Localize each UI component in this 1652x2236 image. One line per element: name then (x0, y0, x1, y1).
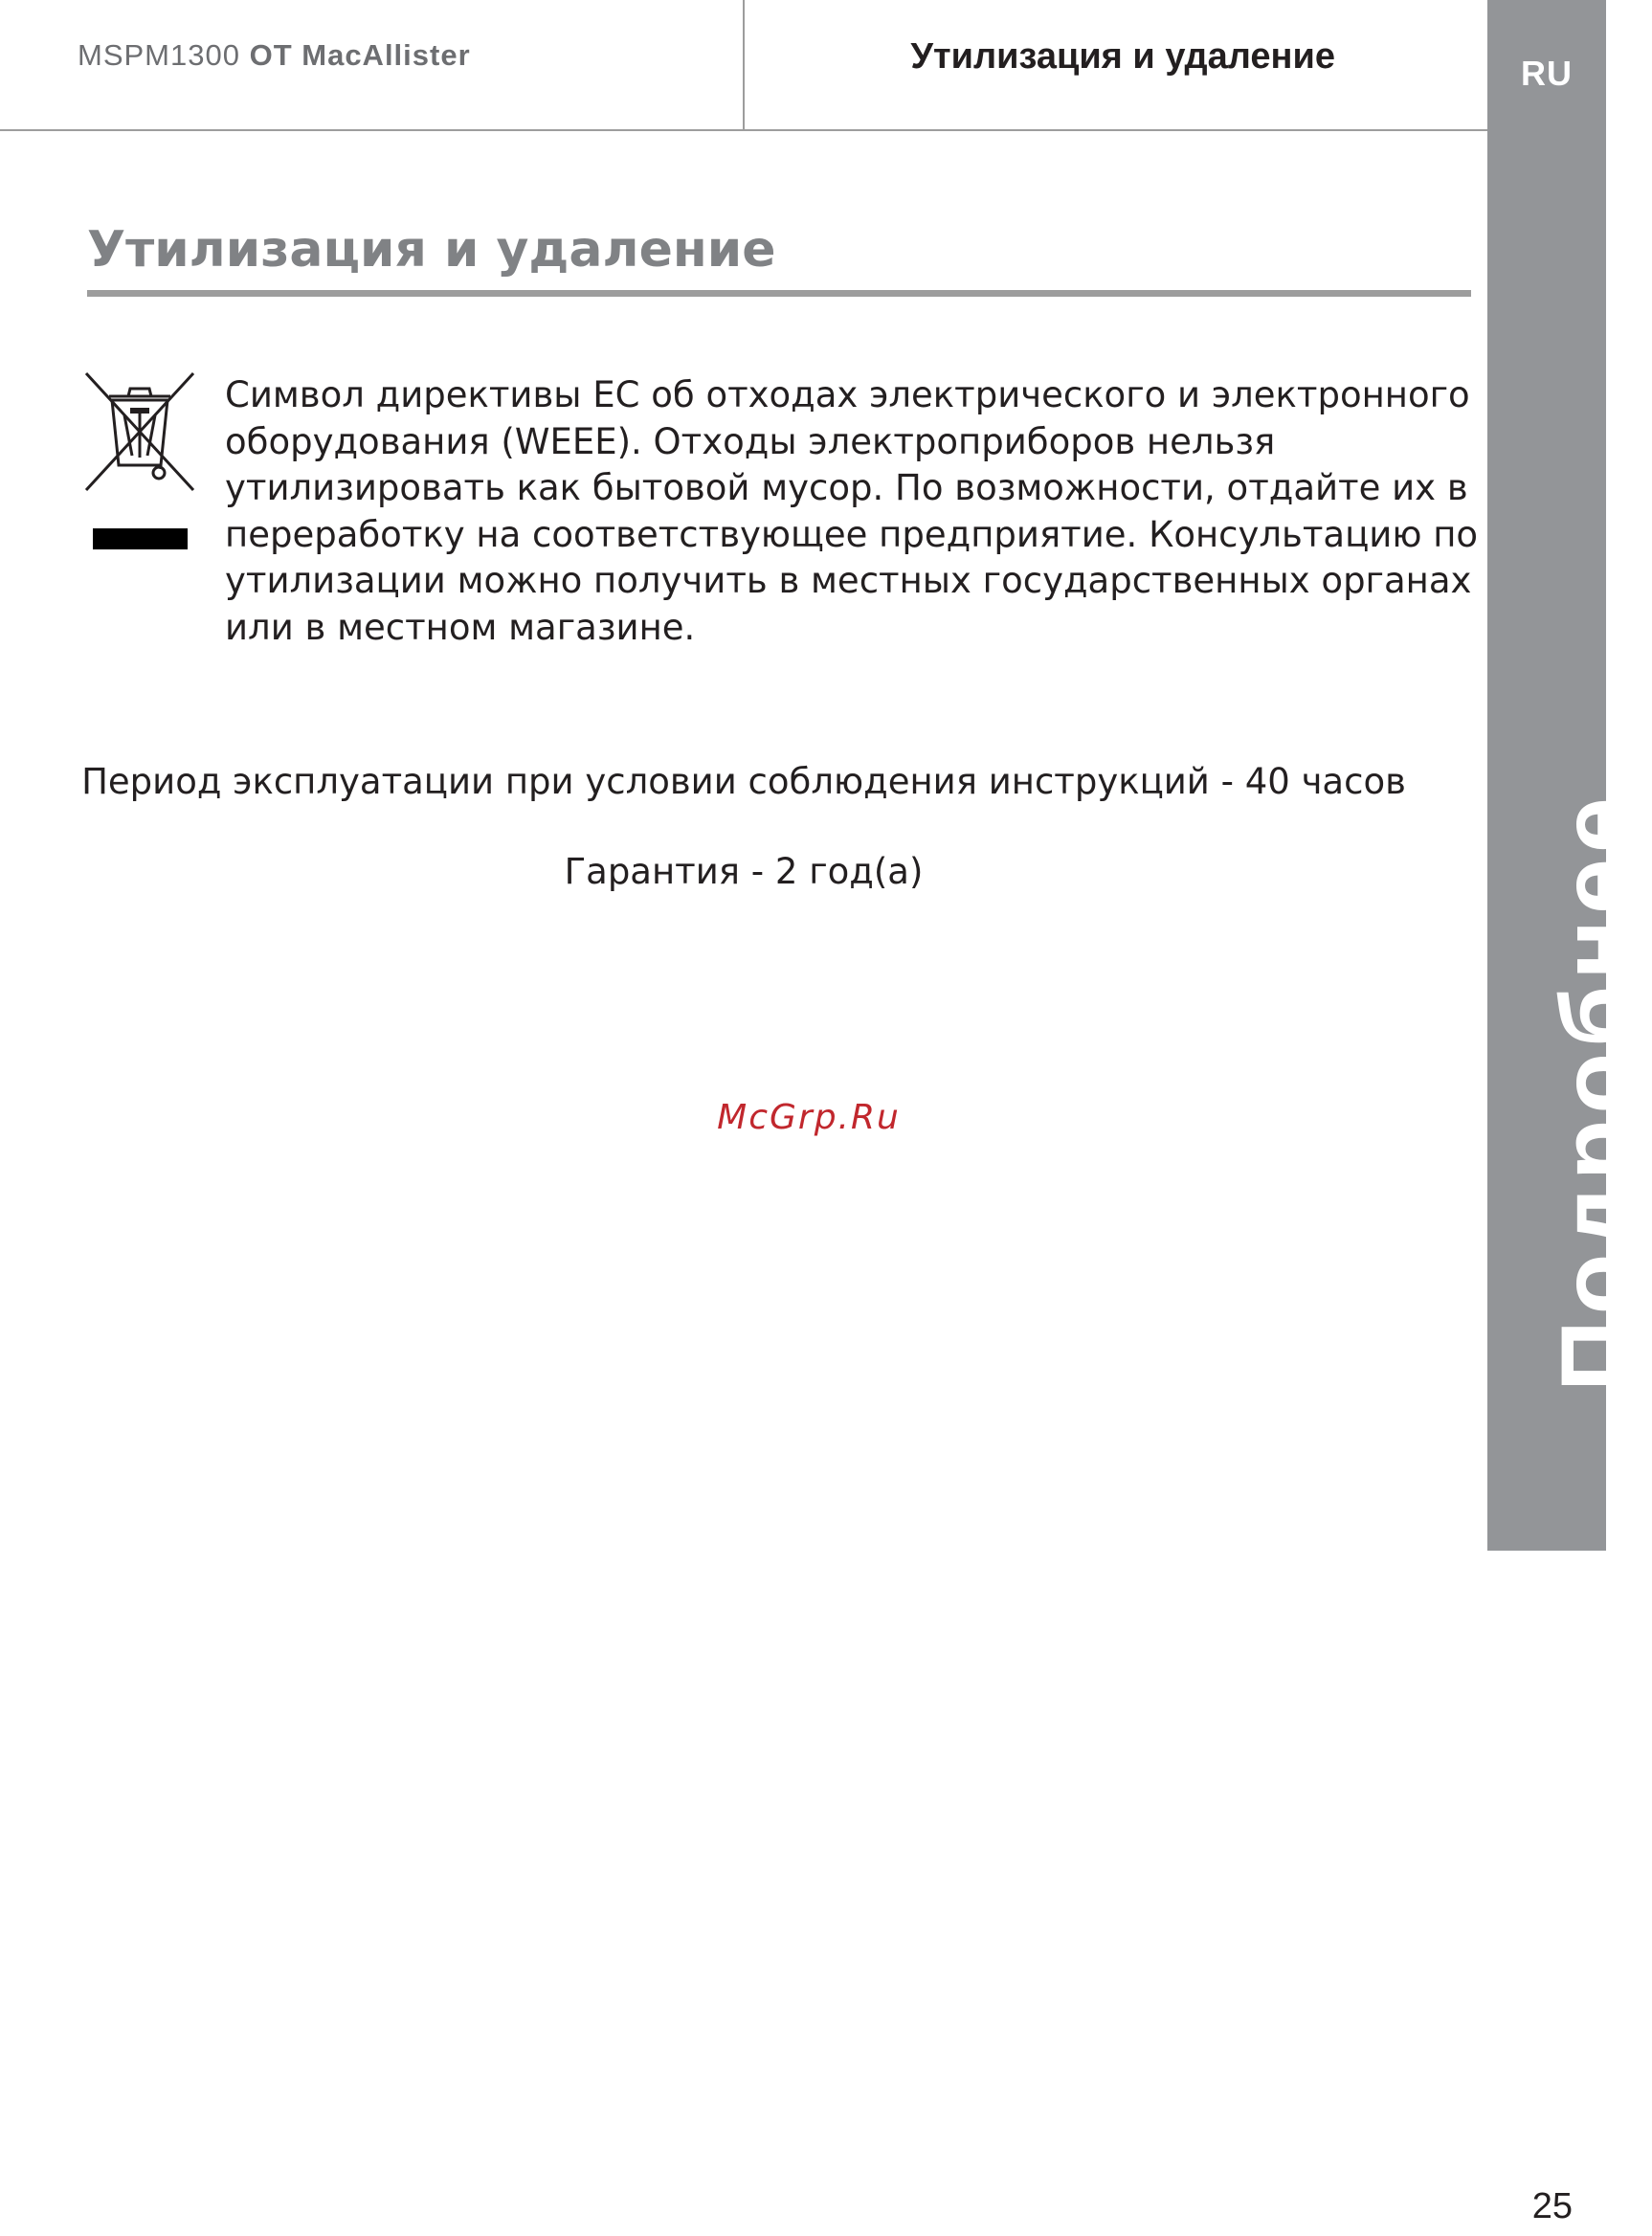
watermark: McGrp.Ru (717, 1098, 901, 1137)
header-divider (743, 0, 745, 131)
page-number: 25 (1531, 2186, 1573, 2226)
weee-date-bar (93, 528, 188, 549)
language-label: RU (1521, 54, 1573, 93)
header-section-title: Утилизация и удаление (910, 36, 1335, 77)
weee-description: Символ директивы ЕС об отходах электрического и электронного оборудования (WEEE). Отходы электроприборов нельзя утилизировать как бытовой мусор. По возможности, отдайте их в переработку на соответствующее предприятие. Консультацию по утилизации можно получить в местных государственных органах или в местном магазине. (225, 374, 1479, 648)
product-model: MSPM1300 (78, 38, 240, 72)
more-label: Подробнее... (1541, 691, 1652, 1392)
page-title: Утилизация и удаление (87, 221, 776, 279)
header-product (78, 38, 471, 73)
crossed-out-wheelie-bin-icon (80, 369, 199, 494)
title-rule (87, 290, 1471, 297)
side-tab (1487, 0, 1652, 1551)
service-life-text: Период эксплуатации при условии соблюдения инструкций - 40 часов (81, 761, 1406, 802)
page-header (0, 0, 1487, 131)
product-brand: OT MacAllister (249, 38, 471, 72)
warranty-text: Гарантия - 2 год(а) (564, 851, 924, 892)
